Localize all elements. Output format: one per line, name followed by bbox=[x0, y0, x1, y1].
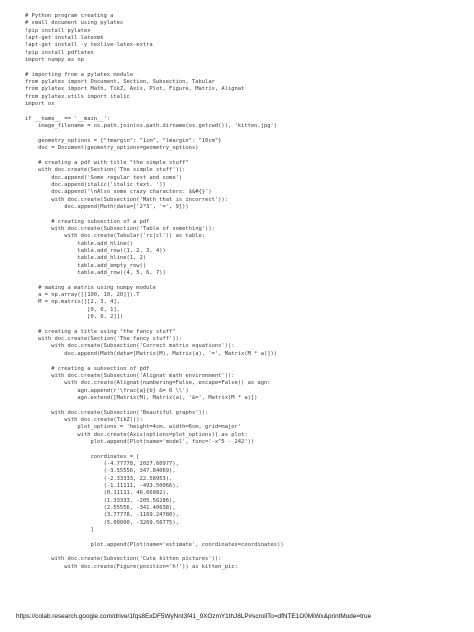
code-line: !apt-get install latexmk bbox=[25, 35, 104, 42]
code-line: if __name__ == '__main__': bbox=[25, 115, 111, 122]
code-line: with doc.create(Subsection('Math that is incorrect')): bbox=[25, 196, 228, 203]
code-line bbox=[25, 131, 465, 138]
code-line: doc.append('\nAlso some crazy characters: $&#{}') bbox=[25, 189, 212, 196]
code-line: with doc.create(Subsection('Alignat math environment')): bbox=[25, 372, 235, 379]
code-line: with doc.create(Subsection('Beautiful graphs')): bbox=[25, 409, 209, 416]
code-line: with doc.create(Alignat(numbering=False, escape=False)) as agn: bbox=[25, 380, 271, 387]
code-line: plot.append(Plot(name='estimate', coordinates=coordinates)) bbox=[25, 541, 284, 548]
code-line: (3.77778, -1169.24780), bbox=[25, 512, 179, 519]
code-line: geometry_options = {"tmargin": "1cm", "lmargin": "10cm"} bbox=[25, 137, 222, 144]
code-line: image_filename = os.path.join(os.path.dirname(os.getcwd()), 'kitten.jpg') bbox=[25, 123, 278, 130]
code-line: from pylatex import Document, Section, Subsection, Tabular bbox=[25, 79, 215, 86]
code-line bbox=[25, 153, 465, 160]
code-line: (-4.77778, 2027.60977), bbox=[25, 460, 179, 467]
code-line: [0, 0, 2]]) bbox=[25, 314, 124, 321]
code-line: # small document using pylatex bbox=[25, 20, 124, 27]
code-line: with doc.create(Axis(options=plot_options)) as plot: bbox=[25, 431, 248, 438]
code-line: agn.append(r'\frac{a}{b} &= 0 \\') bbox=[25, 387, 189, 394]
code-line: !pip install pdflatex bbox=[25, 49, 94, 56]
code-line bbox=[25, 64, 465, 71]
code-line: # creating a title using "the fancy stuff" bbox=[25, 328, 176, 335]
code-line: table.add_row((1, 2, 3, 4)) bbox=[25, 248, 166, 254]
code-line: (-2.33333, 22.58953), bbox=[25, 475, 173, 482]
code-block bbox=[25, 13, 465, 571]
code-line: (-3.55556, 347.84069), bbox=[25, 468, 176, 475]
code-line: !pip install pylatex bbox=[25, 27, 91, 34]
code-line: (0.11111, 46.66082), bbox=[25, 490, 170, 497]
code-line: plot_options = 'height=4cm, width=6cm, grid=major' bbox=[25, 424, 242, 431]
page-footer-url[interactable]: https://colab.research.google.com/drive/1fqs8ExDF5WyNnt3f41_9XOzmY1thJ8LP#scrollTo=dfNTE1O0MiWx&printMode=true bbox=[16, 613, 372, 620]
code-line bbox=[25, 277, 465, 284]
code-line: with doc.create(TikZ()): bbox=[25, 416, 143, 423]
code-line: (1.33333, -205.56286), bbox=[25, 497, 176, 504]
code-line: import os bbox=[25, 101, 55, 108]
code-line: table.add_empty_row() bbox=[25, 262, 147, 269]
code-line: (-1.11111, -493.50066), bbox=[25, 483, 179, 489]
code-line bbox=[25, 211, 465, 218]
code-line: table.add_hline(1, 2) bbox=[25, 255, 147, 262]
code-line: doc.append(Math(data=[Matrix(M), Matrix(a), '=', Matrix(M * a)])) bbox=[25, 350, 278, 357]
code-line: with doc.create(Section('The simple stuff')): bbox=[25, 167, 186, 174]
code-line: a = np.array([[100, 10, 20]]).T bbox=[25, 292, 140, 299]
code-line: with doc.create(Tabular('rc|cl')) as table: bbox=[25, 233, 206, 240]
code-line: plot.append(Plot(name='model', func='-x^5 - 242')) bbox=[25, 438, 255, 445]
code-line: (2.55556, -341.40638), bbox=[25, 505, 176, 512]
code-line: from pylatex import Math, TikZ, Axis, Plot, Figure, Matrix, Alignat bbox=[25, 86, 245, 93]
code-line: import numpy as np bbox=[25, 57, 84, 64]
code-line: with doc.create(Subsection('Correct matrix equations')): bbox=[25, 343, 235, 350]
code-line: ] bbox=[25, 527, 94, 534]
code-line: (5.00000, -3269.56775), bbox=[25, 519, 179, 526]
code-line: [0, 0, 1], bbox=[25, 306, 120, 313]
code-line bbox=[25, 321, 465, 328]
code-line: with doc.create(Subsection('Table of something')): bbox=[25, 225, 215, 232]
code-line: doc.append(italic('italic text. ')) bbox=[25, 181, 166, 188]
code-line bbox=[25, 534, 465, 541]
code-line: # importing from a pylatex module bbox=[25, 71, 134, 78]
code-line: doc = Document(geometry_options=geometry_options) bbox=[25, 145, 199, 152]
code-line: # Python program creating a bbox=[25, 13, 114, 19]
code-line bbox=[25, 358, 465, 365]
code-line: # creating subsection of a pdf bbox=[25, 218, 150, 225]
code-line: # creating a pdf with title "the simple stuff" bbox=[25, 159, 189, 166]
code-line: M = np.matrix([[2, 3, 4], bbox=[25, 299, 120, 306]
code-line: # making a matrix using numpy module bbox=[25, 284, 156, 291]
code-line bbox=[25, 549, 465, 556]
code-line bbox=[25, 402, 465, 409]
code-line: with doc.create(Subsection('Cute kitten pictures')): bbox=[25, 556, 222, 563]
code-line: # creating a subsection of pdf bbox=[25, 365, 150, 372]
code-line: with doc.create(Figure(position='h!')) as kitten_pic: bbox=[25, 563, 238, 570]
code-line: !apt-get install -y texlive-latex-extra bbox=[25, 42, 153, 49]
code-line: coordinates = [ bbox=[25, 453, 140, 460]
code-line: agn.extend([Matrix(M), Matrix(a), '&=', Matrix(M * a)]) bbox=[25, 394, 258, 401]
code-line: table.add_row((4, 5, 6, 7)) bbox=[25, 270, 166, 277]
code-line bbox=[25, 108, 465, 115]
code-line: with doc.create(Section('The fancy stuff')): bbox=[25, 336, 183, 343]
code-line bbox=[25, 446, 465, 453]
code-line: doc.append(Math(data=['2*3', '=', 9])) bbox=[25, 203, 189, 210]
code-line: from pylatex.utils import italic bbox=[25, 93, 130, 100]
code-line: doc.append('Some regular text and some') bbox=[25, 174, 183, 181]
code-line: table.add_hline() bbox=[25, 240, 134, 247]
